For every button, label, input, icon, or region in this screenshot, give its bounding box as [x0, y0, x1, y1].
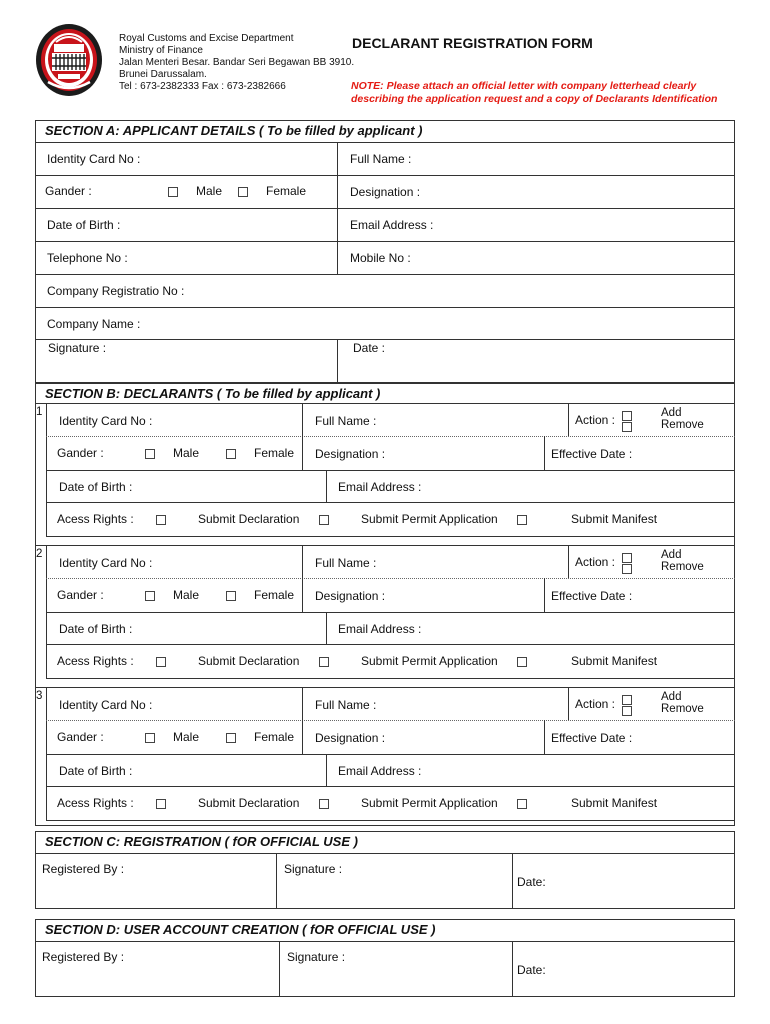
contact-line: Tel : 673-2382333 Fax : 673-2382666 [119, 81, 286, 92]
declarant-remove-checkbox[interactable] [622, 706, 632, 716]
registration-signature-field[interactable]: Signature : [284, 862, 343, 876]
declarant-dob-field[interactable]: Date of Birth : [59, 764, 133, 778]
declarant-submit-permit-label: Submit Permit Application [361, 654, 498, 668]
declarant-add-checkbox[interactable] [622, 695, 632, 705]
declarant-remove-checkbox[interactable] [622, 422, 632, 432]
applicant-signature-field[interactable]: Signature : [48, 341, 107, 355]
ministry-name: Ministry of Finance [119, 45, 203, 56]
applicant-full-name-field[interactable]: Full Name : [350, 152, 412, 166]
declarant-add-label: Add [661, 549, 682, 561]
declarant-remove-label: Remove [661, 419, 704, 431]
declarant-submit-permit-checkbox[interactable] [319, 515, 329, 525]
declarant-gender-label: Gander : [57, 446, 104, 460]
declarant-full-name-field[interactable]: Full Name : [315, 556, 377, 570]
declarant-number: 2 [36, 548, 43, 560]
declarant-add-checkbox[interactable] [622, 553, 632, 563]
declarant-access-rights-label: Acess Rights : [57, 512, 134, 526]
registration-date-field[interactable]: Date: [517, 875, 546, 889]
declarant-female-checkbox[interactable] [226, 591, 236, 601]
declarant-action-label: Action : [575, 555, 616, 569]
declarant-number: 3 [36, 690, 43, 702]
section-a-title: SECTION A: APPLICANT DETAILS ( To be filled by applicant ) [45, 123, 423, 138]
applicant-male-checkbox[interactable] [168, 187, 178, 197]
declarant-remove-checkbox[interactable] [622, 564, 632, 574]
declarant-number: 1 [36, 406, 43, 418]
declarant-submit-permit-label: Submit Permit Application [361, 796, 498, 810]
declarant-effective-date-field[interactable]: Effective Date : [551, 589, 633, 603]
declarant-full-name-field[interactable]: Full Name : [315, 414, 377, 428]
declarant-access-rights-label: Acess Rights : [57, 796, 134, 810]
declarant-female-label: Female [254, 446, 295, 460]
declarant-female-label: Female [254, 588, 295, 602]
declarant-add-label: Add [661, 407, 682, 419]
declarant-dob-field[interactable]: Date of Birth : [59, 622, 133, 636]
declarant-submit-manifest-checkbox[interactable] [517, 799, 527, 809]
declarant-add-label: Add [661, 691, 682, 703]
declarant-submit-declaration-label: Submit Declaration [198, 796, 300, 810]
declarant-submit-permit-checkbox[interactable] [319, 799, 329, 809]
applicant-date-field[interactable]: Date : [353, 341, 386, 355]
declarant-action-label: Action : [575, 413, 616, 427]
declarant-designation-field[interactable]: Designation : [315, 589, 386, 603]
declarant-submit-manifest-label: Submit Manifest [571, 512, 658, 526]
declarant-email-field[interactable]: Email Address : [338, 622, 422, 636]
declarant-gender-label: Gander : [57, 588, 104, 602]
declarant-effective-date-field[interactable]: Effective Date : [551, 447, 633, 461]
declarant-male-checkbox[interactable] [145, 591, 155, 601]
declarant-dob-field[interactable]: Date of Birth : [59, 480, 133, 494]
declarant-male-label: Male [173, 588, 200, 602]
declarant-action-label: Action : [575, 697, 616, 711]
declarant-identity-card-field[interactable]: Identity Card No : [59, 556, 153, 570]
declarant-submit-manifest-label: Submit Manifest [571, 654, 658, 668]
declarant-male-checkbox[interactable] [145, 449, 155, 459]
account-signature-field[interactable]: Signature : [287, 950, 346, 964]
applicant-designation-field[interactable]: Designation : [350, 185, 421, 199]
declarant-effective-date-field[interactable]: Effective Date : [551, 731, 633, 745]
declarant-email-field[interactable]: Email Address : [338, 764, 422, 778]
country-line: Brunei Darussalam. [119, 69, 207, 80]
declarant-gender-label: Gander : [57, 730, 104, 744]
section-b-title: SECTION B: DECLARANTS ( To be filled by applicant ) [45, 386, 381, 401]
form-title: DECLARANT REGISTRATION FORM [352, 35, 593, 51]
applicant-gender-label: Gander : [45, 184, 92, 198]
applicant-male-label: Male [196, 184, 223, 198]
declarant-email-field[interactable]: Email Address : [338, 480, 422, 494]
declarant-submit-manifest-checkbox[interactable] [517, 515, 527, 525]
declarant-designation-field[interactable]: Designation : [315, 731, 386, 745]
declarant-submit-declaration-checkbox[interactable] [156, 657, 166, 667]
declarant-remove-label: Remove [661, 703, 704, 715]
declarant-submit-declaration-checkbox[interactable] [156, 799, 166, 809]
section-d-title: SECTION D: USER ACCOUNT CREATION ( fOR OFFICIAL USE ) [45, 922, 436, 937]
declarant-add-checkbox[interactable] [622, 411, 632, 421]
note-line-1: NOTE: Please attach an official letter with company letterhead clearly [351, 80, 697, 92]
applicant-telephone-field[interactable]: Telephone No : [47, 251, 128, 265]
account-registered-by-field[interactable]: Registered By : [42, 950, 125, 964]
royal-customs-crest-logo [34, 22, 104, 98]
declarant-male-label: Male [173, 730, 200, 744]
account-date-field[interactable]: Date: [517, 963, 546, 977]
declarant-submit-manifest-checkbox[interactable] [517, 657, 527, 667]
note-line-2: describing the application request and a copy of Declarants Identification [351, 93, 718, 105]
declarant-full-name-field[interactable]: Full Name : [315, 698, 377, 712]
declarant-submit-declaration-checkbox[interactable] [156, 515, 166, 525]
declarant-remove-label: Remove [661, 561, 704, 573]
declarant-submit-permit-label: Submit Permit Application [361, 512, 498, 526]
company-name-field[interactable]: Company Name : [47, 317, 141, 331]
section-c-title: SECTION C: REGISTRATION ( fOR OFFICIAL USE ) [45, 834, 358, 849]
applicant-female-label: Female [266, 184, 307, 198]
applicant-dob-field[interactable]: Date of Birth : [47, 218, 121, 232]
declarant-access-rights-label: Acess Rights : [57, 654, 134, 668]
applicant-female-checkbox[interactable] [238, 187, 248, 197]
declarant-female-checkbox[interactable] [226, 733, 236, 743]
declarant-female-checkbox[interactable] [226, 449, 236, 459]
dept-name: Royal Customs and Excise Department [119, 33, 294, 44]
applicant-identity-card-field[interactable]: Identity Card No : [47, 152, 141, 166]
declarant-submit-declaration-label: Submit Declaration [198, 512, 300, 526]
declarant-male-label: Male [173, 446, 200, 460]
declarant-submit-declaration-label: Submit Declaration [198, 654, 300, 668]
address-line: Jalan Menteri Besar. Bandar Seri Begawan BB 3910. [119, 57, 355, 68]
declarant-submit-manifest-label: Submit Manifest [571, 796, 658, 810]
registration-registered-by-field[interactable]: Registered By : [42, 862, 125, 876]
applicant-mobile-field[interactable]: Mobile No : [350, 251, 411, 265]
declarant-designation-field[interactable]: Designation : [315, 447, 386, 461]
declarant-male-checkbox[interactable] [145, 733, 155, 743]
declarant-submit-permit-checkbox[interactable] [319, 657, 329, 667]
declarant-identity-card-field[interactable]: Identity Card No : [59, 414, 153, 428]
applicant-email-field[interactable]: Email Address : [350, 218, 434, 232]
company-registration-field[interactable]: Company Registratio No : [47, 284, 185, 298]
declarant-female-label: Female [254, 730, 295, 744]
declarant-identity-card-field[interactable]: Identity Card No : [59, 698, 153, 712]
